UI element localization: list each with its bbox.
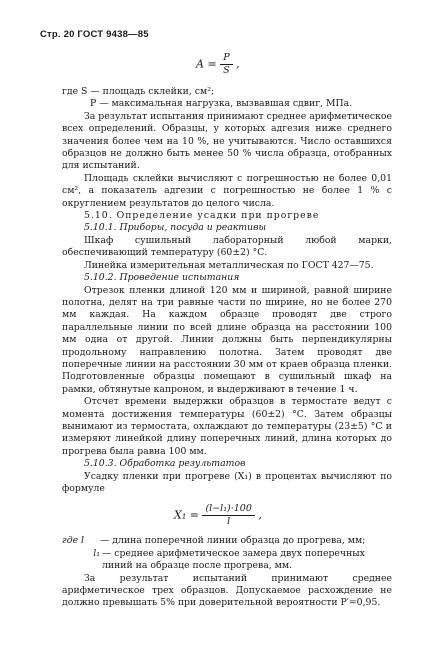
- formula-shrinkage-row: [62, 495, 392, 535]
- formula-shrinkage: [174, 503, 262, 528]
- definition-p: P — максимальная нагрузка, вызвавшая сдвиг, МПа.: [90, 98, 353, 110]
- formula-tail: ,: [232, 57, 240, 71]
- formula-lhs: X₁: [174, 508, 187, 522]
- formula-eq: =: [203, 57, 221, 71]
- body-text: [62, 86, 392, 610]
- formula-adhesion: [196, 52, 240, 77]
- formula-numerator: P: [220, 52, 232, 65]
- formula-fraction: [220, 52, 233, 77]
- formula-numerator: (l−l₁)·100: [202, 503, 254, 516]
- definition-l1: [62, 548, 392, 573]
- formula-tail: ,: [254, 508, 262, 522]
- definition-l: [62, 535, 392, 547]
- paragraph-area-accuracy: Площадь склейки вычисляют с погрешностью не более 0,01 см², а показатель адгезии с погрешностью не более 1 % с округлением результатов до целого числа.: [62, 172, 392, 209]
- paragraph-shrinkage-formula-intro: Усадку пленки при прогреве (X₁) в процентах вычисляют по формуле: [62, 470, 392, 494]
- section-5-10-1-heading: 5.10.1. Приборы, посуда и реактивы: [84, 222, 267, 234]
- section-5-10-3-heading: 5.10.3. Обработка результатов: [84, 458, 246, 470]
- paragraph-timing: Отсчет времени выдержки образцов в термостате ведут с момента достижения температуры (60±2) °С. Затем образцы вынимают из термостата, охлаждают до температуры (23±5) °С и измеряют линейкой длину поперечных линий, длина которых до прогрева была равна 100 мм.: [62, 396, 392, 457]
- paragraph-drying-cabinet: Шкаф сушильный лабораторный любой марки, обеспечивающий температуру (60±2) °С.: [62, 234, 392, 259]
- paragraph-final-result: За результат испытаний принимают среднее арифметическое трех образцов. Допускаемое расхождение не должно превышать 5% при доверительной вероятности P′=0,95.: [62, 572, 392, 609]
- formula-lhs: A: [196, 57, 204, 71]
- definition-term: где l: [62, 535, 85, 547]
- formula-denominator: l: [227, 516, 231, 528]
- formula-fraction: [202, 503, 254, 528]
- section-5-10-heading: 5.10. Определение усадки при прогреве: [84, 210, 320, 222]
- section-5-10-2-heading: 5.10.2. Проведение испытания: [84, 272, 240, 284]
- definition-desc: — длина поперечной линии образца до прогрева, мм;: [100, 535, 366, 547]
- page-header: Стр. 20 ГОСТ 9438—85: [40, 29, 149, 40]
- paragraph-procedure: Отрезок пленки длиной 120 мм и шириной, равной ширине полотна, делят на три равные части по ширине, но не более 270 мм каждая. На каждом образце проводят две строго параллельные линии по всей длине образца на расстоянии 100 мм одна от другой. Линии должны быть перпендикулярны продольному направлению полотна. Затем проводят две поперечные линии на расстоянии 30 мм от краев образца пленки. Подготовленные образцы помещают в сушильный шкаф на рамки, обтянутые капроном, и выдерживают в течение 1 ч.: [62, 284, 392, 395]
- paragraph-result: За результат испытания принимают среднее арифметическое всех определений. Образцы, у которых адгезия ниже среднего значения более чем на 10 %, не учитываются. Число оставшихся образцов не должно быть менее 50 % числа образца, отобранных для испытаний.: [62, 110, 392, 172]
- definition-desc: — среднее арифметическое замера двух поперечных линий на образце после прогрева, мм.: [102, 547, 365, 572]
- definition-s: где S — площадь склейки, см²;: [62, 86, 215, 97]
- definition-term: l₁: [93, 547, 100, 559]
- formula-denominator: S: [223, 65, 230, 76]
- formula-eq: =: [186, 508, 203, 522]
- paragraph-ruler: Линейка измерительная металлическая по ГОСТ 427—75.: [84, 259, 374, 271]
